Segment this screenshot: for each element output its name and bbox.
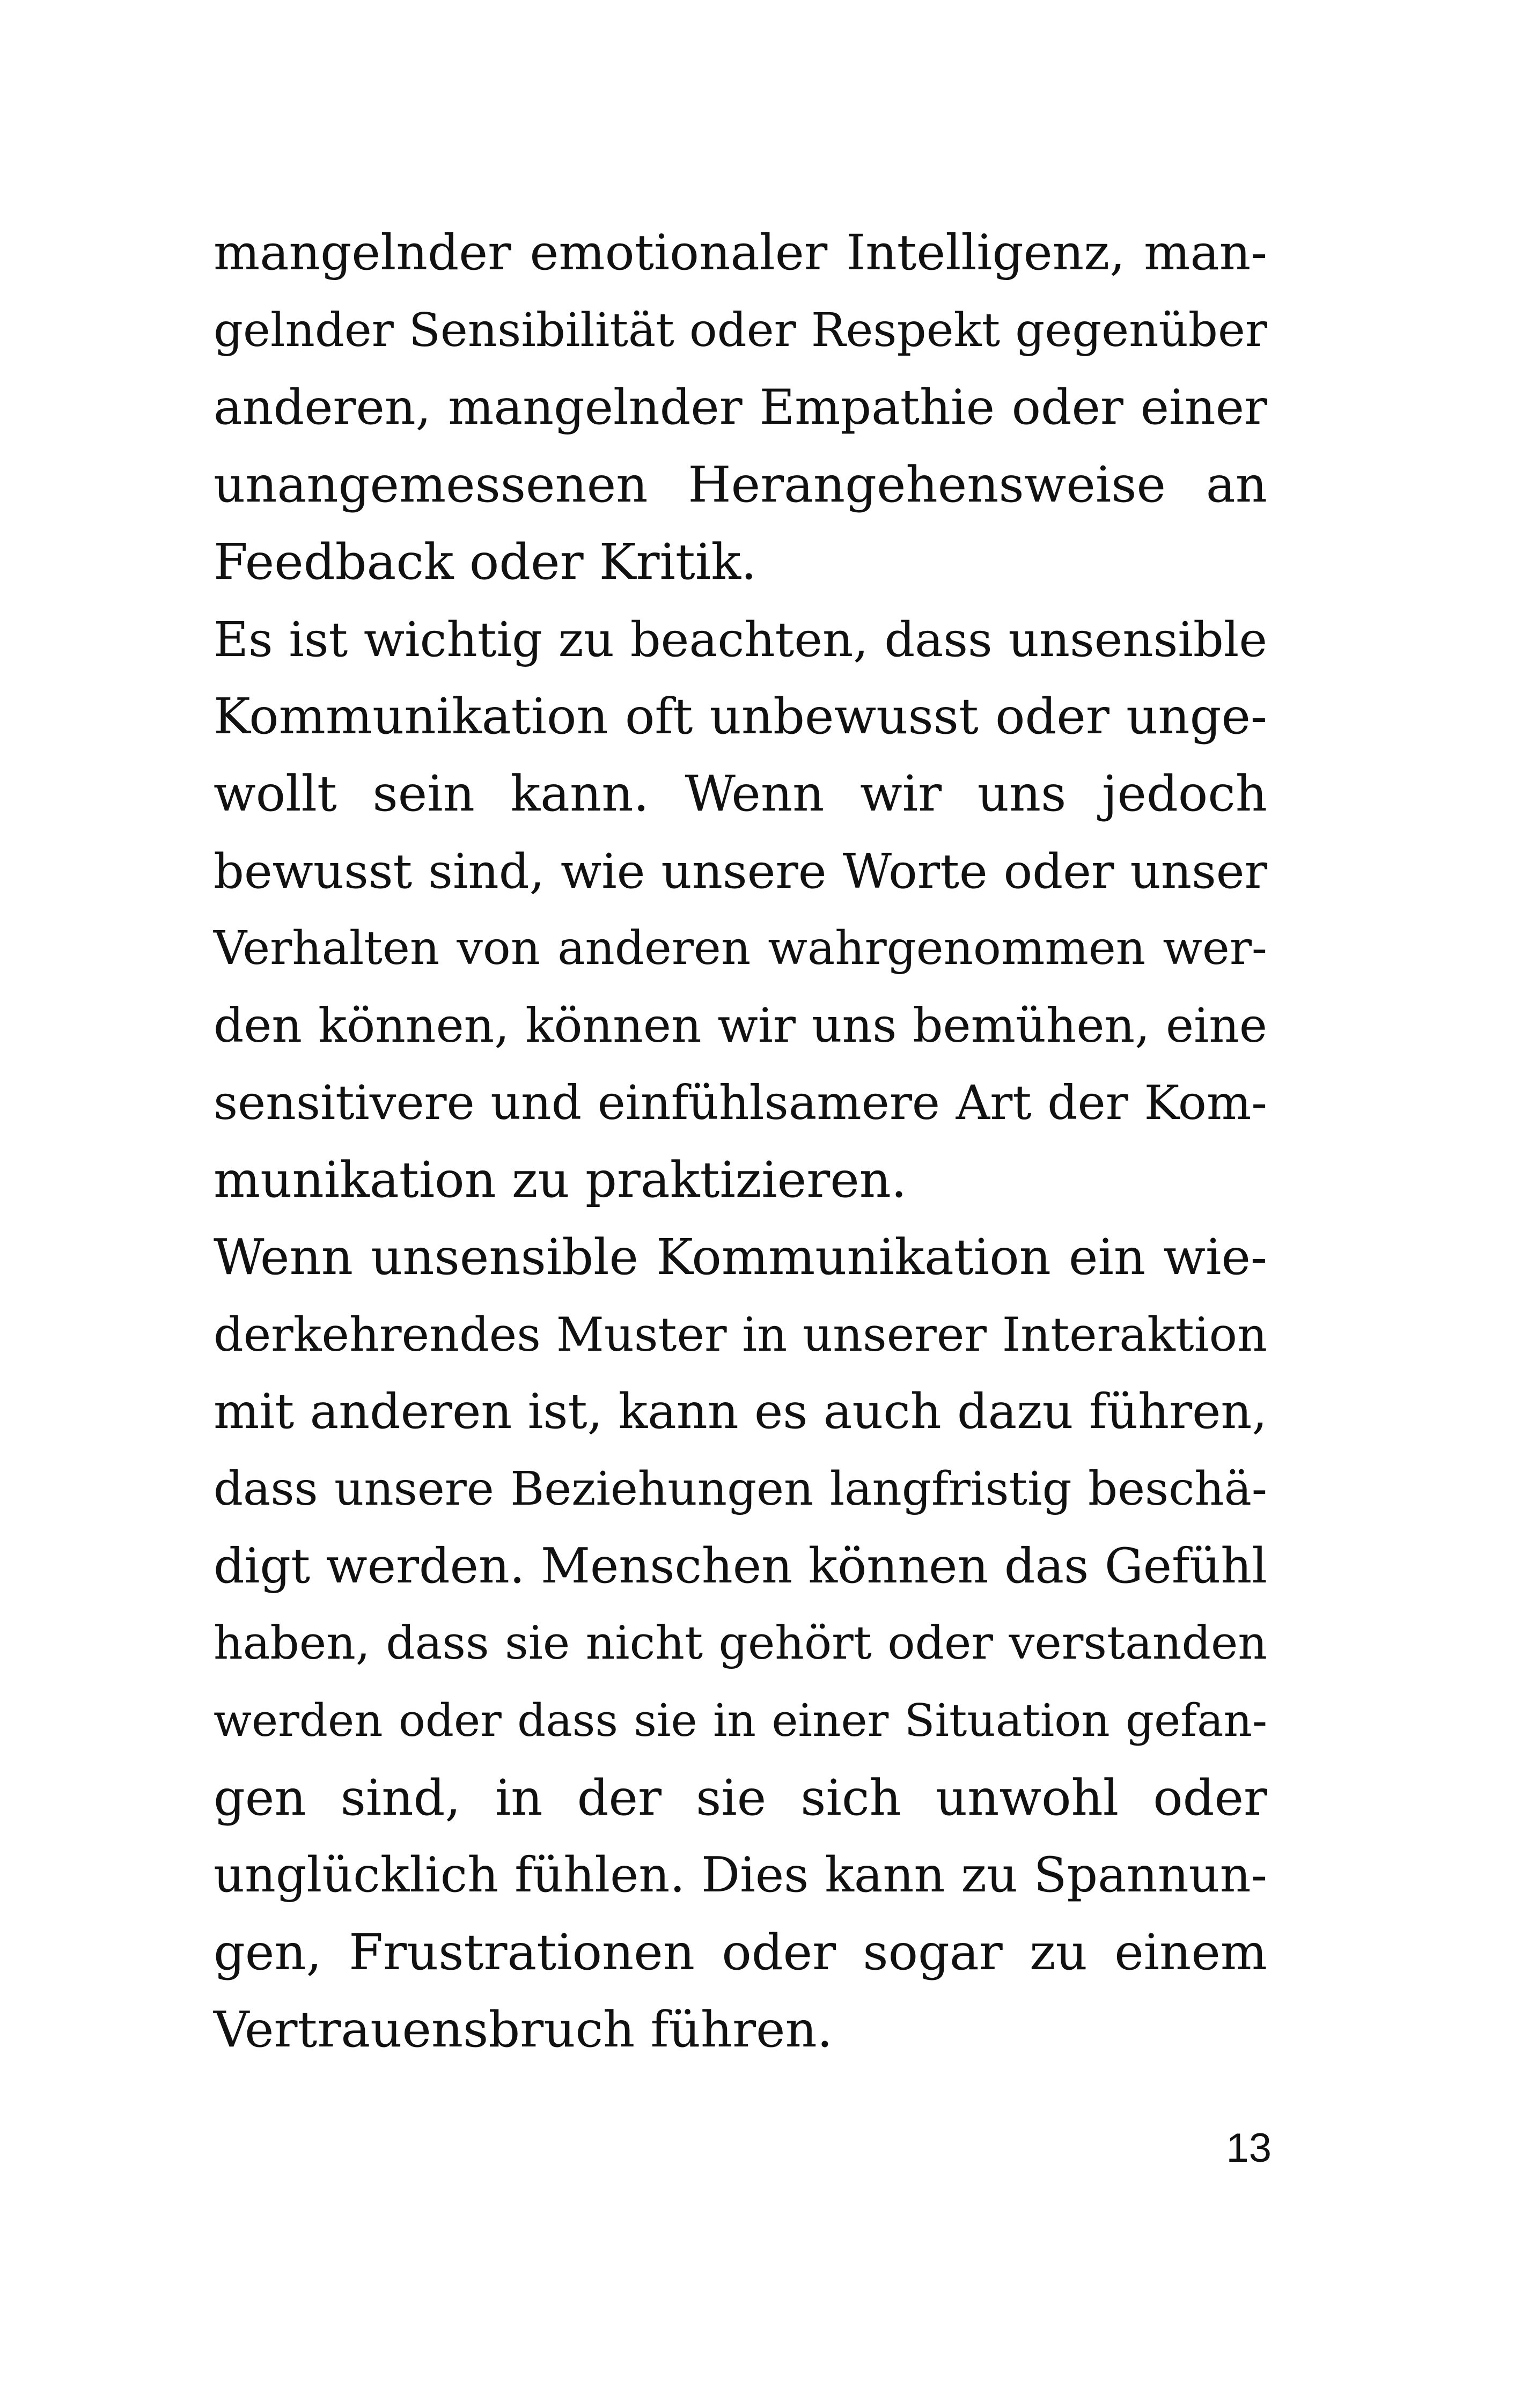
text-line: Kommunikation oft unbewusst oder unge- [214,688,1267,745]
text-line: wollt sein kann. Wenn wir uns jedoch [214,765,1267,822]
text-line: Feedback oder Kritik. [214,533,757,591]
text-line: mit anderen ist, kann es auch dazu führen, [214,1383,1267,1440]
text-line: gelnder Sensibilität oder Respekt gegenüber [214,304,1267,357]
paragraph-1 [214,215,1267,601]
text-line: bewusst sind, wie unsere Worte oder unser [214,843,1267,899]
body-text [214,215,1267,2068]
text-line: gen sind, in der sie sich unwohl oder [214,1769,1267,1827]
text-line: anderen, mangelnder Empathie oder einer [214,379,1267,436]
text-line: dass unsere Beziehungen langfristig beschä- [214,1462,1267,1516]
text-line: unglücklich fühlen. Dies kann zu Spannun- [214,1847,1267,1903]
text-line: munikation zu praktizieren. [214,1151,907,1209]
text-line: Es ist wichtig zu beachten, dass unsensible [214,612,1267,667]
paragraph-3 [214,1219,1267,2068]
text-line: werden oder dass sie in einer Situation gefan- [214,1695,1267,1747]
text-line: derkehrendes Muster in unserer Interaktion [214,1307,1267,1362]
paragraph-2 [214,601,1267,1219]
text-line: mangelnder emotionaler Intelligenz, man- [214,225,1267,281]
text-line: unangemessenen Herangehensweise an [214,456,1267,513]
text-line: sensitivere und einfühlsamere Art der Kom- [214,1075,1267,1130]
text-line: Wenn unsensible Kommunikation ein wie- [214,1228,1267,1286]
text-line: digt werden. Menschen können das Gefühl [214,1538,1267,1594]
text-line: gen, Frustrationen oder sogar zu einem [214,1924,1267,1981]
text-line: Vertrauensbruch führen. [214,2001,833,2058]
page-number: 13 [1226,2125,1272,2171]
text-line: haben, dass sie nicht gehört oder verstanden [214,1617,1267,1670]
text-line: den können, können wir uns bemühen, eine [214,998,1267,1053]
text-line: Verhalten von anderen wahrgenommen wer- [214,922,1267,975]
